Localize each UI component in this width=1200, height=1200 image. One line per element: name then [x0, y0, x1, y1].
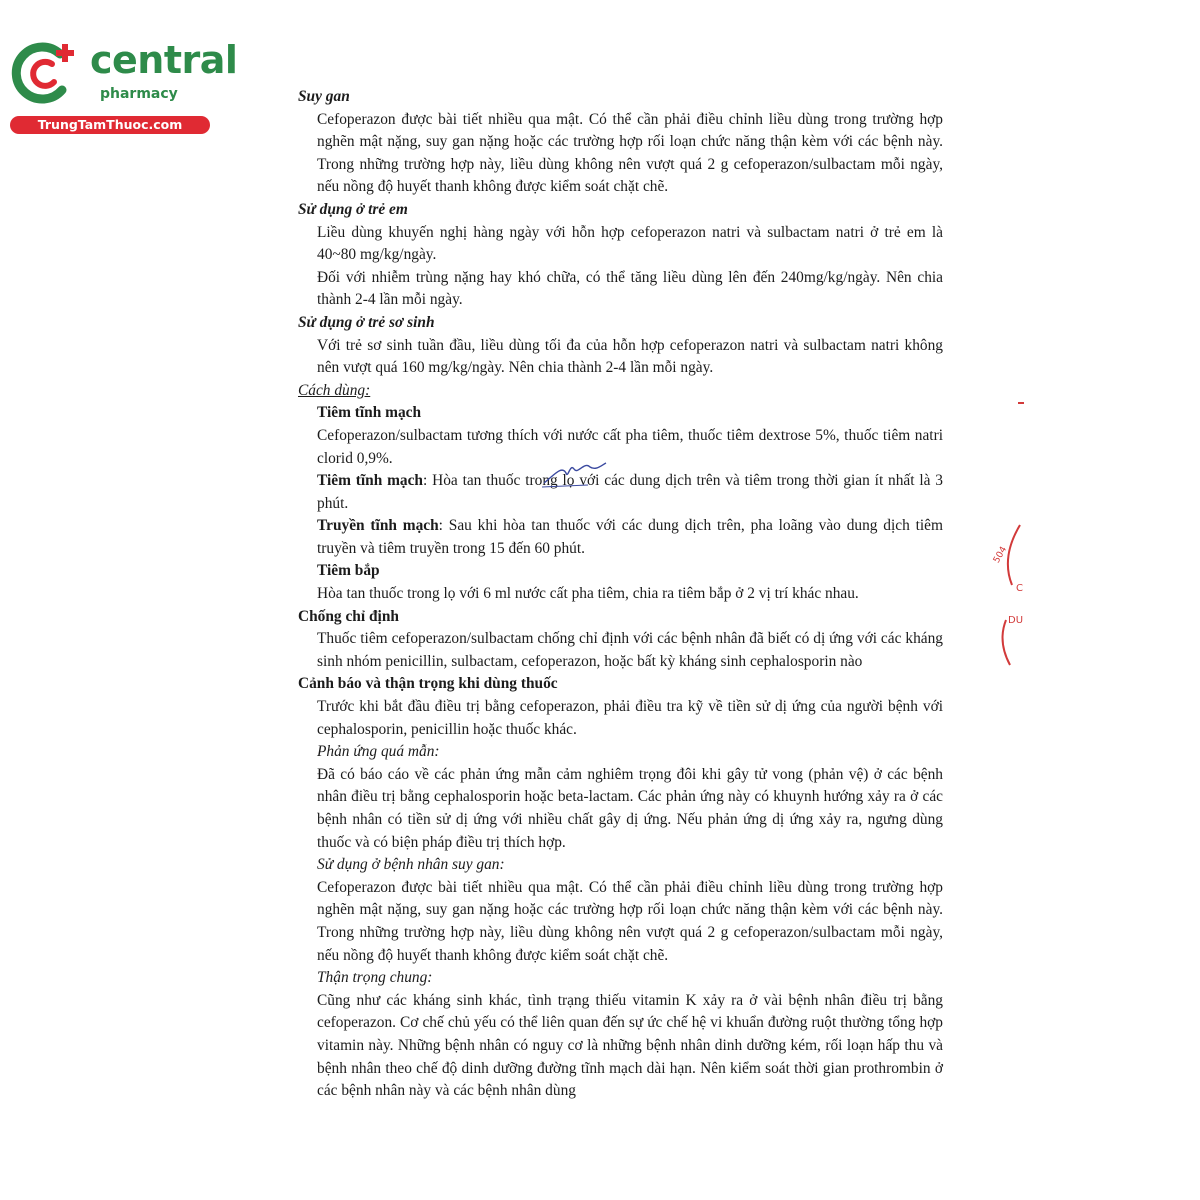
paragraph-canh-bao: Trước khi bắt đầu điều trị bằng cefoperazon, phải điều tra kỹ về tiền sử dị ứng của người bệnh với cephalosporin, penicillin hoặc thuốc khác. [317, 698, 943, 738]
heading-tre-so-sinh: Sử dụng ở trẻ sơ sinh [298, 313, 435, 331]
paragraph-tuong-thich: Cefoperazon/sulbactam tương thích với nước cất pha tiêm, thuốc tiêm dextrose 5%, thuốc tiêm natri clorid 0,9%. [317, 426, 943, 467]
stamp-text-du: DU [1008, 615, 1024, 626]
paragraph-tre-em-2: Đối với nhiễm trùng nặng hay khó chữa, có thể tăng liều dùng lên đến 240mg/kg/ngày. Nên chia thành 2-4 lần mỗi ngày. [317, 268, 943, 309]
paragraph-than-trong-chung: Cũng như các kháng sinh khác, tình trạng thiếu vitamin K xảy ra ở vài bệnh nhân điều trị bằng cefoperazon. Cơ chế chủ yếu có thể liên quan đến sự ức chế hệ vi khuẩn đường ruột thường tổng hợp vitamin này. Những bệnh nhân có nguy cơ là những bệnh nhân dinh dưỡng kém, rối loạn hấp thu và bệnh nhân theo chế độ dinh dưỡng đường tĩnh mạch dài hạn. Nên kiểm soát thời gian prothrombin ở các bệnh nhân này và các bệnh nhân dùng [317, 991, 943, 1100]
pharmacy-logo [10, 36, 238, 136]
text-tiem-tinh-mach: : Hòa tan thuốc trong lọ với các dung dịch trên và tiêm trong thời gian ít nhất là 3 phút. [317, 472, 943, 512]
logo-brand-name: central [90, 38, 238, 82]
paragraph-qua-man: Đã có báo cáo về các phản ứng mẫn cảm nghiêm trọng đôi khi gây tử vong (phản vệ) ở các bệnh nhân điều trị bằng cephalosporin hoặc beta-lactam. Các phản ứng này có khuynh hướng xảy ra ở các bệnh nhân có tiền sử dị ứng với nhiều chất gây dị ứng. Nếu phản ứng dị ứng xảy ra, ngưng dùng thuốc và có biện pháp điều trị thích hợp. [317, 765, 943, 851]
label-truyen-tinh-mach: Truyền tĩnh mạch [317, 517, 439, 535]
paragraph-chong-chi-dinh: Thuốc tiêm cefoperazon/sulbactam chống chỉ định với các bệnh nhân đã biết có dị ứng với các kháng sinh nhóm penicillin, sulbactam, cefoperazon, hoặc bất kỳ kháng sinh cephalosporin nào [317, 630, 943, 670]
logo-subtitle: pharmacy [100, 86, 178, 102]
subheading-than-trong-chung: Thận trọng chung: [317, 969, 433, 987]
subheading-tiem-bap: Tiêm bắp [317, 562, 380, 580]
stamp-text-number: 504 [991, 545, 1010, 565]
heading-suy-gan: Suy gan [298, 88, 350, 105]
heading-tre-em: Sử dụng ở trẻ em [298, 200, 408, 218]
paragraph-truyen-tinh-mach [298, 515, 943, 560]
heading-cach-dung: Cách dùng: [298, 381, 371, 399]
paragraph-suy-gan: Cefoperazon được bài tiết nhiều qua mật. Có thể cần phải điều chỉnh liều dùng trong trường hợp nghẽn mật nặng, suy gan nặng hoặc các trường hợp rối loạn chức năng thận kèm với các bệnh này. Trong những trường hợp này, liều dùng không nên vượt quá 2 g cefoperazon/sulbactam mỗi ngày, nếu nồng độ huyết thanh không được kiểm soát chặt chẽ. [317, 110, 943, 196]
paragraph-tre-em-1: Liều dùng khuyến nghị hàng ngày với hỗn hợp cefoperazon natri và sulbactam natri ở trẻ em là 40~80 mg/kg/ngày. [317, 223, 943, 264]
stamp-text-c: C [1016, 583, 1023, 594]
logo-url-badge[interactable]: TrungTamThuoc.com [10, 116, 210, 134]
text-truyen-tinh-mach: : Sau khi hòa tan thuốc với các dung dịch trên, pha loãng vào dung dịch tiêm truyền và tiêm truyền trong 15 đến 60 phút. [317, 517, 943, 557]
handwritten-signature-icon [540, 455, 610, 495]
subheading-qua-man: Phản ứng quá mẫn: [317, 743, 440, 761]
paragraph-tiem-bap: Hòa tan thuốc trong lọ với 6 ml nước cất pha tiêm, chia ra tiêm bắp ở 2 vị trí khác nhau. [317, 585, 859, 603]
label-tiem-tinh-mach: Tiêm tĩnh mạch [317, 472, 423, 490]
subheading-bn-suy-gan: Sử dụng ở bệnh nhân suy gan: [317, 856, 505, 874]
paragraph-tiem-tinh-mach [298, 470, 943, 515]
heading-chong-chi-dinh: Chống chỉ định [298, 607, 399, 625]
paragraph-bn-suy-gan: Cefoperazon được bài tiết nhiều qua mật. Có thể cần phải điều chỉnh liều dùng trong trường hợp nghẽn mật nặng, suy gan nặng hoặc các trường hợp rối loạn chức năng thận kèm với các bệnh này. Trong những trường hợp này, liều dùng không nên vượt quá 2 g cefoperazon/sulbactam mỗi ngày, nếu nồng độ huyết thanh không được kiểm soát chặt chẽ. [317, 878, 943, 964]
central-pharmacy-logo-icon [10, 40, 82, 104]
leaflet-page [298, 86, 943, 1103]
heading-canh-bao: Cảnh báo và thận trọng khi dùng thuốc [298, 675, 558, 693]
red-stamp-fragment [990, 395, 1030, 695]
paragraph-tre-so-sinh: Với trẻ sơ sinh tuần đầu, liều dùng tối đa của hỗn hợp cefoperazon natri và sulbactam natri không nên vượt quá 160 mg/kg/ngày. Nên chia thành 2-4 lần mỗi ngày. [317, 336, 943, 377]
stamp-icon [990, 395, 1030, 695]
subheading-tiem-tinh-mach: Tiêm tĩnh mạch [317, 404, 422, 422]
